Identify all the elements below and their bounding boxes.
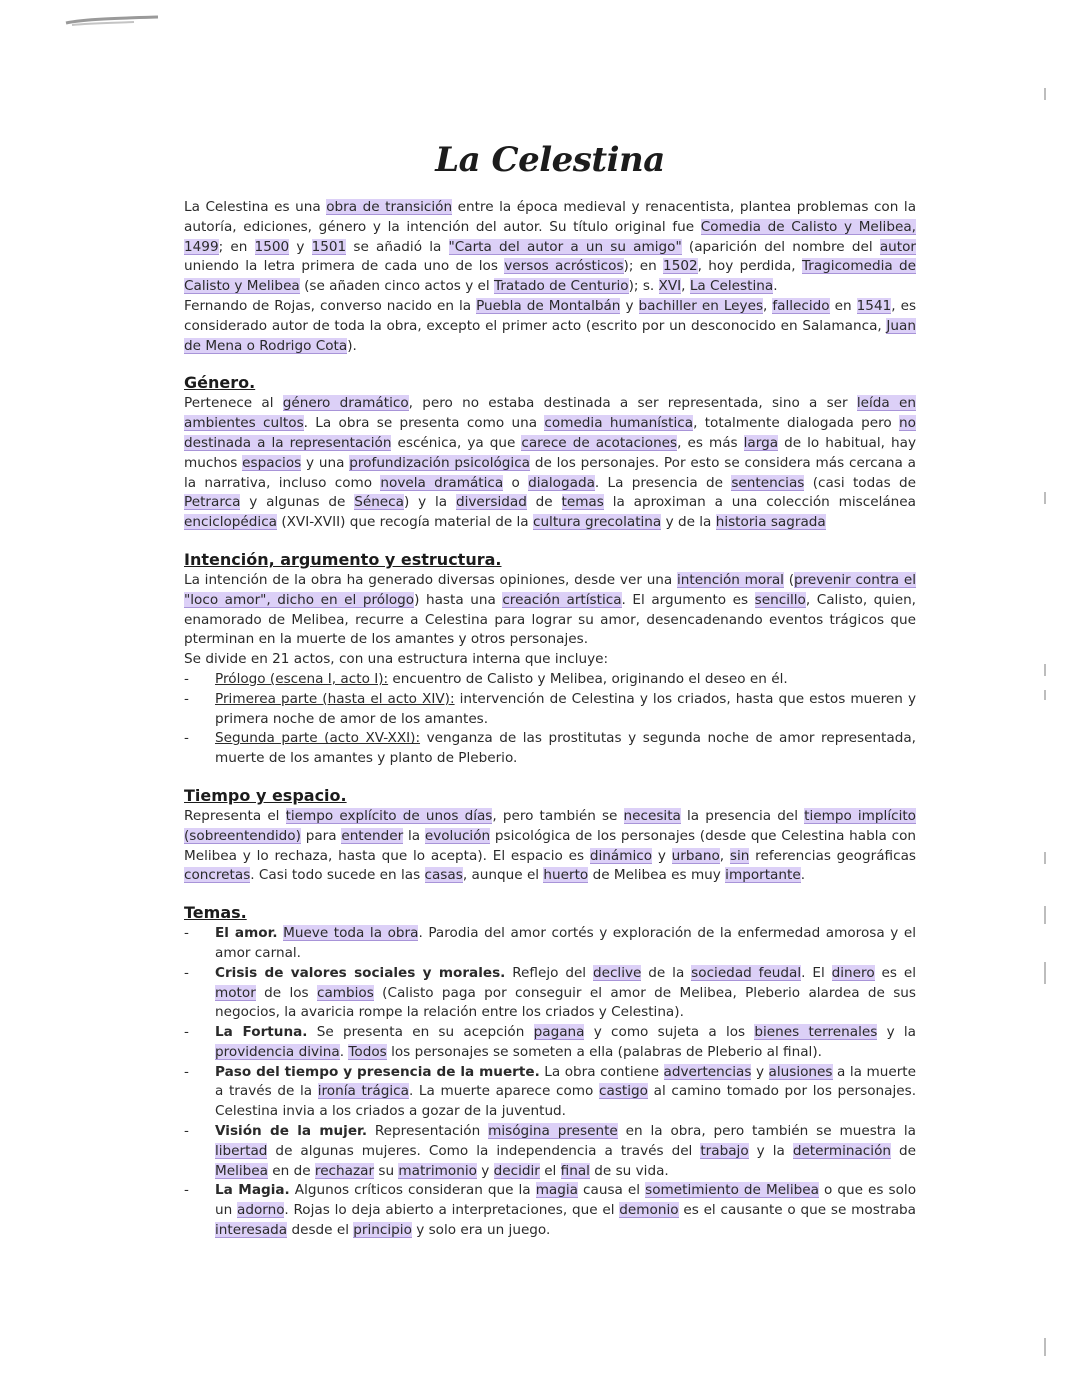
text-run: , pero no estaba destinada a ser representada, sino a ser <box>408 395 857 412</box>
highlighted-text: Todos <box>348 1043 387 1060</box>
text-run: psicológica de los personajes (desde que Celestina habla con Melibea y lo rechaza, hasta que lo acepta). El espacio es <box>184 827 917 864</box>
section-heading-temas: Temas. <box>184 903 247 923</box>
highlighted-text: motor <box>215 984 256 1001</box>
highlighted-text: 1541 <box>856 297 892 314</box>
bold-term: Paso del tiempo y presencia de la muerte. <box>215 1063 540 1080</box>
text-run: uniendo la letra primera de cada uno de los <box>184 258 505 275</box>
highlighted-text: Mueve toda la obra <box>283 925 419 942</box>
text-run: (Calisto paga por conseguir el amor de Melibea, Pleberio alardea de sus negocios, la avaricia rompe la relación entre los criados y Celestina). <box>215 984 916 1021</box>
highlighted-text: entender <box>341 827 404 844</box>
estructura-list <box>184 670 916 769</box>
highlighted-text: comedia humanística <box>544 415 694 432</box>
text-run: se añadió la <box>346 238 449 255</box>
highlighted-text: necesita <box>623 807 681 824</box>
section-heading-intencion: Intención, argumento y estructura. <box>184 549 502 569</box>
bold-term: El amor. <box>215 925 278 942</box>
text-run: y la <box>877 1024 916 1041</box>
highlighted-text: sencillo <box>754 591 806 608</box>
text-run: y como sujeta a los <box>584 1024 755 1041</box>
highlighted-text: creación artística <box>502 591 622 608</box>
list-item <box>184 964 916 1023</box>
scan-edge-mark <box>1044 88 1046 100</box>
highlighted-text: La Celestina <box>689 278 774 295</box>
highlighted-text: matrimonio <box>398 1162 477 1179</box>
text-run: , <box>719 847 730 864</box>
text-run: de lo habitual, hay muchos <box>184 434 916 471</box>
scan-edge-mark <box>1044 690 1046 700</box>
intro-paragraph <box>184 198 916 297</box>
highlighted-text: Tratado de Centurio <box>494 278 629 295</box>
text-run: ) y la <box>403 494 456 511</box>
text-run: ); en <box>623 258 664 275</box>
highlighted-text: trabajo <box>700 1142 749 1159</box>
text-run: ( <box>783 571 795 588</box>
scan-edge-mark <box>1044 1338 1046 1356</box>
text-run: y <box>652 847 672 864</box>
list-item <box>184 729 916 769</box>
text-run: la presencia del <box>680 807 805 824</box>
highlighted-text: declive <box>592 964 642 981</box>
highlighted-text: evolución <box>424 827 491 844</box>
page-title: La Celestina <box>435 140 665 180</box>
highlighted-text: adorno <box>237 1202 285 1219</box>
list-item <box>184 670 916 690</box>
bold-term: Crisis de valores sociales y morales. <box>215 964 506 981</box>
text-run: referencias geográficas <box>749 847 916 864</box>
text-run: es el causante o que se mostraba <box>678 1202 916 1219</box>
highlighted-text: sentencias <box>731 474 805 491</box>
list-item-text: venganza de las prostitutas y segunda noche de amor representada, muerte de los amantes y planto de Pleberio. <box>215 730 916 767</box>
highlighted-text: providencia divina <box>215 1043 340 1060</box>
highlighted-text: Juan de Mena o Rodrigo Cota <box>184 317 916 354</box>
highlighted-text: decidir <box>493 1162 540 1179</box>
highlighted-text: 1500 <box>254 238 290 255</box>
highlighted-text: huerto <box>543 867 589 884</box>
text-run: ). <box>347 337 357 354</box>
text-run: . Parodia del amor cortés y exploración de la enfermedad amorosa y el amor carnal. <box>215 925 916 961</box>
estructura-intro: Se divide en 21 actos, con una estructura interna que incluye: <box>184 651 609 668</box>
highlighted-text: no destinada a la representación <box>184 415 916 451</box>
text-run: Se presenta en su acepción <box>307 1024 534 1041</box>
text-run: y <box>289 238 312 255</box>
text-run: La obra contiene <box>539 1063 664 1080</box>
highlighted-text: temas <box>561 494 604 511</box>
temas-list <box>184 924 916 1241</box>
text-run: y <box>476 1162 494 1179</box>
text-run: . La obra se presenta como una <box>303 415 545 432</box>
text-run: . El argumento es <box>621 591 755 608</box>
scan-edge-mark <box>1044 852 1046 864</box>
highlighted-text: magia <box>535 1182 578 1199</box>
highlighted-text: dialogada <box>528 474 595 491</box>
text-run: el <box>539 1162 561 1179</box>
text-run: al camino tomado por los personajes. Celestina invia a los criados a gozar de la juventud. <box>215 1083 917 1120</box>
highlighted-text: ironía trágica <box>317 1083 409 1100</box>
highlighted-text: carece de acotaciones <box>521 434 678 451</box>
highlighted-text: diversidad <box>455 494 527 511</box>
text-run: y algunas de <box>240 494 355 511</box>
highlighted-text: urbano <box>671 847 720 864</box>
text-run: o que es solo un <box>215 1182 917 1219</box>
text-run: ; en <box>218 238 255 255</box>
list-item <box>184 1181 916 1240</box>
highlighted-text: casas <box>424 867 463 884</box>
highlighted-text: 1501 <box>311 238 347 255</box>
highlighted-text: principio <box>353 1222 412 1239</box>
highlighted-text: cultura grecolatina <box>532 514 662 531</box>
text-run: . La muerte aparece como <box>408 1083 600 1100</box>
highlighted-text: sin <box>729 847 750 864</box>
text-run: de los <box>255 984 317 1001</box>
text-run: , es más <box>677 434 744 451</box>
highlighted-text: Tragicomedia de Calisto y Melibea <box>184 258 917 295</box>
text-run: (casi todas de <box>804 474 916 491</box>
highlighted-text: espacios <box>242 454 302 471</box>
highlighted-text: larga <box>743 434 779 451</box>
text-run: la <box>403 827 425 844</box>
text-run: a la muerte a través de la <box>215 1063 917 1100</box>
text-run: , <box>763 297 773 314</box>
text-run: . Rojas lo deja abierto a interpretaciones, que el <box>284 1202 620 1219</box>
text-run: . El <box>801 964 832 981</box>
highlighted-text: enciclopédica <box>184 514 277 531</box>
text-run: de los personajes. Por esto se considera más cercana a la narrativa, incluso como <box>184 454 917 491</box>
text-run: Pertenece al <box>184 395 283 412</box>
text-run: (XVI-XVII) que recogía material de la <box>277 514 533 531</box>
text-run: Algunos críticos consideran que la <box>289 1182 536 1199</box>
highlighted-text: "Carta del autor a un su amigo" <box>448 238 682 255</box>
list-item-text: encuentro de Calisto y Melibea, originando el deseo en él. <box>388 670 788 687</box>
text-run: ); s. <box>628 278 659 295</box>
text-run: , Calisto, quien, enamorado de Melibea, recurre a Celestina para lograr su amor, desencadenando eventos trágicos que pterminan en la muerte de los amantes y otros personajes. <box>184 591 917 648</box>
text-run: , <box>681 278 690 295</box>
highlighted-text: tiempo explícito de unos días <box>285 807 493 824</box>
scan-edge-mark <box>1044 492 1046 504</box>
text-run: su <box>374 1162 399 1179</box>
text-run: de <box>891 1142 916 1159</box>
highlighted-text: leída en ambientes cultos <box>184 395 916 432</box>
text-run: Representa el <box>184 807 286 824</box>
text-run: La intención de la obra ha generado diversas opiniones, desde ver una <box>184 571 678 588</box>
list-item <box>184 690 916 730</box>
text-run: . La presencia de <box>594 474 732 491</box>
highlighted-text: final <box>560 1162 590 1179</box>
text-run: o <box>503 474 529 491</box>
text-run: los personajes se someten a ella (palabras de Pleberio al final). <box>386 1043 822 1060</box>
text-run: La Celestina es una <box>184 199 327 215</box>
text-run: de algunas mujeres. Como la independencia a través del <box>267 1142 701 1159</box>
highlighted-text: libertad <box>215 1142 268 1159</box>
author-paragraph <box>184 297 916 356</box>
text-run: en <box>829 297 857 314</box>
text-run: causa el <box>578 1182 646 1199</box>
highlighted-text: castigo <box>599 1083 648 1100</box>
text-run: y solo era un juego. <box>411 1222 551 1239</box>
highlighted-text: Comedia de Calisto y Melibea, 1499 <box>184 218 916 255</box>
highlighted-text: misógina presente <box>488 1123 618 1140</box>
text-run: , totalmente dialogada pero <box>693 415 900 432</box>
document-body <box>184 140 916 1241</box>
text-run: y <box>751 1063 769 1080</box>
text-run: de <box>526 494 562 511</box>
highlighted-text: Puebla de Montalbán <box>476 297 621 314</box>
section-heading-tiempo: Tiempo y espacio. <box>184 785 347 805</box>
highlighted-text: advertencias <box>663 1063 752 1080</box>
highlighted-text: historia sagrada <box>715 514 826 531</box>
highlighted-text: concretas <box>184 867 251 884</box>
highlighted-text: bachiller en Leyes <box>638 297 764 314</box>
text-run: , hoy perdida, <box>697 258 802 275</box>
text-run: , pero también se <box>492 807 624 824</box>
tiempo-paragraph <box>184 807 916 886</box>
highlighted-text: bienes terrenales <box>754 1024 878 1041</box>
text-run: . <box>773 278 778 295</box>
list-item-label: Prólogo (escena I, acto I): <box>215 670 389 687</box>
highlighted-text: obra de transición <box>326 199 453 215</box>
bold-term: Visión de la mujer. <box>215 1123 367 1140</box>
text-run: , aunque el <box>462 867 544 884</box>
text-run: . Casi todo sucede en las <box>250 867 425 884</box>
genero-paragraph <box>184 394 916 533</box>
highlighted-text: rechazar <box>314 1162 375 1179</box>
text-run: la aproximan a una colección miscelánea <box>603 494 916 511</box>
highlighted-text: tiempo implícito (sobreentendido) <box>184 807 916 844</box>
highlighted-text: novela dramática <box>380 474 504 491</box>
text-run: de Melibea es muy <box>588 867 726 884</box>
bold-term: La Magia. <box>215 1182 290 1199</box>
highlighted-text: pagana <box>533 1024 585 1041</box>
text-run: escénica, ya que <box>391 434 522 451</box>
text-run: de la <box>641 964 692 981</box>
list-item-label: Segunda parte (acto XV-XXI): <box>215 730 421 747</box>
scan-edge-mark <box>1044 962 1046 984</box>
highlighted-text: XVI <box>658 278 682 295</box>
highlighted-text: Petrarca <box>184 494 241 511</box>
text-run: para <box>300 827 342 844</box>
highlighted-text: sometimiento de Melibea <box>645 1182 819 1199</box>
highlighted-text: dinero <box>831 964 875 981</box>
text-run: y <box>620 297 639 314</box>
text-run: . <box>339 1043 349 1060</box>
text-run: y de la <box>661 514 716 531</box>
text-run: (se añaden cinco actos y el <box>299 278 495 295</box>
highlighted-text: género dramático <box>282 395 409 412</box>
bold-term: La Fortuna. <box>215 1024 308 1041</box>
highlighted-text: Séneca <box>354 494 404 511</box>
highlighted-text: sociedad feudal <box>691 964 802 981</box>
list-item <box>184 924 916 964</box>
highlighted-text: profundización psicológica <box>349 454 531 471</box>
section-heading-genero: Género. <box>184 373 256 393</box>
list-item-text: intervención de Celestina y los criados, hasta que estos mueren y primera noche de amor de los amantes. <box>215 690 916 727</box>
text-run: , es considerado autor de toda la obra, excepto el primer acto (escrito por un desconocido en Salamanca, <box>184 297 917 334</box>
text-run: en la obra, pero también se muestra la <box>617 1123 916 1140</box>
highlighted-text: Melibea <box>215 1162 268 1179</box>
highlighted-text: dinámico <box>589 847 653 864</box>
list-item <box>184 1023 916 1063</box>
text-run: y la <box>748 1142 793 1159</box>
text-run: (aparición del nombre del <box>681 238 880 255</box>
highlighted-text: autor <box>879 238 917 255</box>
highlighted-text: versos acrósticos <box>504 258 624 275</box>
scan-edge-mark <box>1044 906 1046 924</box>
intencion-paragraph <box>184 571 916 650</box>
scan-edge-mark <box>1044 664 1046 676</box>
text-run: es el <box>874 964 916 981</box>
list-item-label: Primerea parte (hasta el acto XIV): <box>215 690 455 707</box>
highlighted-text: determinación <box>792 1142 891 1159</box>
highlighted-text: importante <box>725 867 801 884</box>
text-run: . <box>800 867 806 884</box>
list-item <box>184 1063 916 1122</box>
highlighted-text: cambios <box>316 984 374 1001</box>
highlighted-text: interesada <box>215 1222 288 1239</box>
text-run: ) hasta una <box>414 591 503 608</box>
text-run: en de <box>267 1162 315 1179</box>
text-run: desde el <box>287 1222 354 1239</box>
highlighted-text: alusiones <box>768 1063 833 1080</box>
text-run: y una <box>301 454 350 471</box>
list-item <box>184 1122 916 1181</box>
text-run: Reflejo del <box>505 964 593 981</box>
text-run: Fernando de Rojas, converso nacido en la <box>184 297 477 314</box>
highlighted-text: fallecido <box>772 297 830 314</box>
highlighted-text: prevenir contra el "loco amor", dicho en el prólogo <box>184 571 917 608</box>
highlighted-text: intención moral <box>677 571 784 588</box>
highlighted-text: demonio <box>619 1202 679 1219</box>
text-run: entre la época medieval y renacentista, plantea problemas con la autoría, ediciones, género y la intención del autor. Su título original fue <box>184 199 917 235</box>
text-run: Representación <box>366 1123 489 1140</box>
highlighted-text: 1502 <box>663 258 698 275</box>
scan-artifact-mark <box>64 14 160 28</box>
text-run: de su vida. <box>589 1162 669 1179</box>
